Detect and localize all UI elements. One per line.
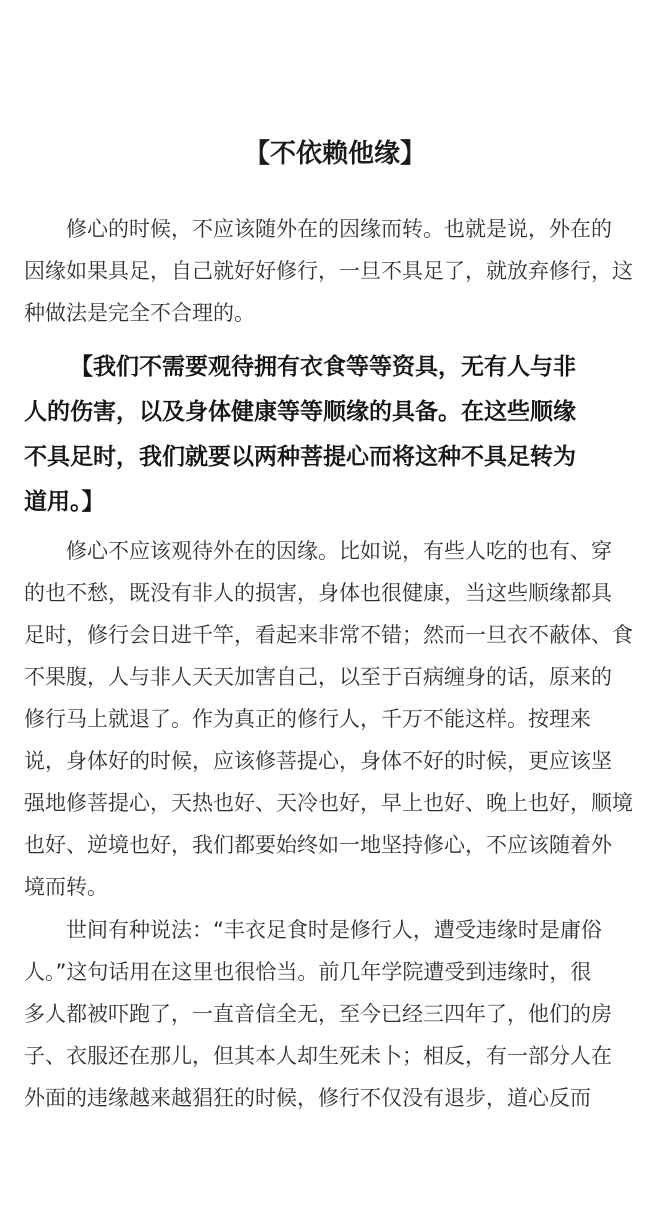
- paragraph-commentary: [24, 530, 646, 908]
- paragraph-line: 不具足时，我们就要以两种菩提心而将这种不具足转为: [24, 443, 576, 470]
- paragraph-line: 不果腹，人与非人天天加害自己，以至于百病缠身的话，原来的: [24, 665, 612, 689]
- paragraph-root-text: [24, 344, 646, 524]
- paragraph-line: 种做法是完全不合理的。: [24, 301, 255, 325]
- paragraph-line: 足时，修行会日进千竿，看起来非常不错；然而一旦衣不蔽体、食: [24, 623, 633, 647]
- paragraph-line: 人的伤害，以及身体健康等等顺缘的具备。在这些顺缘: [24, 398, 576, 425]
- paragraph-intro: [24, 208, 646, 334]
- paragraph-line: 因缘如果具足，自己就好好修行，一旦不具足了，就放弃修行，这: [24, 259, 633, 283]
- paragraph-saying: [24, 909, 646, 1119]
- paragraph-line: 的也不愁，既没有非人的损害，身体也很健康，当这些顺缘都具: [24, 581, 612, 605]
- paragraph-line: 人。”这句话用在这里也很恰当。前几年学院遭受到违缘时，很: [24, 960, 592, 984]
- paragraph-line: 境而转。: [24, 875, 108, 899]
- paragraph-line: 强地修菩提心，天热也好、天冷也好，早上也好、晚上也好，顺境: [24, 791, 633, 815]
- section-title: 【不依赖他缘】: [243, 139, 426, 169]
- paragraph-line: 子、衣服还在那儿，但其本人却生死未卜；相反，有一部分人在: [24, 1044, 612, 1068]
- paragraph-line: 外面的违缘越来越猖狂的时候，修行不仅没有退步，道心反而: [24, 1086, 591, 1110]
- paragraph-line: 修心的时候，不应该随外在的因缘而转。也就是说，外在的: [66, 217, 612, 241]
- paragraph-line: 也好、逆境也好，我们都要始终如一地坚持修心，不应该随着外: [24, 833, 612, 857]
- paragraph-line: 【我们不需要观待拥有衣食等等资具，无有人与非: [70, 353, 576, 380]
- paragraph-line: 世间有种说法：“丰衣足食时是修行人，遭受违缘时是庸俗: [66, 918, 602, 942]
- paragraph-line: 多人都被吓跑了，一直音信全无，至今已经三四年了，他们的房: [24, 1002, 612, 1026]
- paragraph-line: 修行马上就退了。作为真正的修行人，千万不能这样。按理来: [24, 707, 591, 731]
- paragraph-line: 修心不应该观待外在的因缘。比如说，有些人吃的也有、穿: [66, 539, 612, 563]
- paragraph-line: 说，身体好的时候，应该修菩提心，身体不好的时候，更应该坚: [24, 749, 612, 773]
- paragraph-line: 道用。】: [24, 488, 105, 515]
